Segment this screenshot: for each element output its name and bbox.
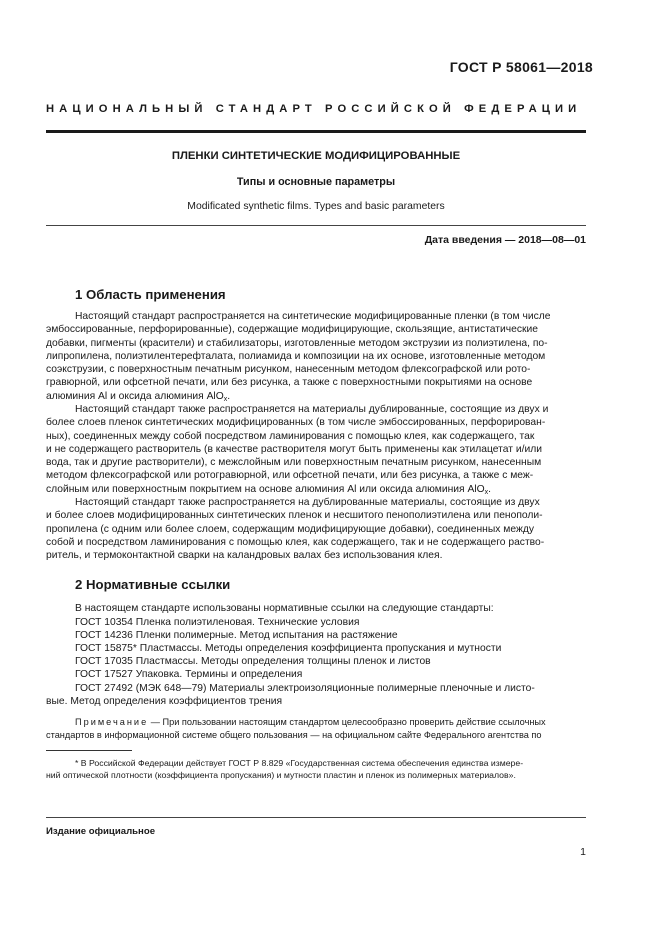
text-line: Настоящий стандарт также распространяется на дублированные материалы, состоящие из двух — [75, 497, 540, 508]
reference-item: ГОСТ 14236 Пленки полимерные. Метод испытания на растяжение — [75, 630, 398, 641]
references-intro: В настоящем стандарте использованы нормативные ссылки на следующие стандарты: — [75, 603, 494, 614]
section-1-paragraph-2 — [46, 403, 583, 496]
document-title: ПЛЕНКИ СИНТЕТИЧЕСКИЕ МОДИФИЦИРОВАННЫЕ — [171, 150, 461, 162]
text-line: пропилена (с одним или более слоем, содержащим модифицирующие добавки), соединенных между — [46, 523, 535, 535]
page-number: 1 — [580, 846, 586, 858]
reference-item: ГОСТ 17527 Упаковка. Термины и определения — [75, 669, 303, 680]
text-line: и не содержащего растворитель (в качестве растворителя могут быть применены как этилацетат и/или — [46, 443, 542, 455]
text-line: и более слоев модифицированных синтетических пленок и несшитого пенополиэтилена или пенополи- — [46, 510, 543, 522]
text-line: эмбоссированные, перфорированные), содержащие модифицирующие, скользящие, антистатические — [46, 324, 538, 336]
reference-item: ГОСТ 17035 Пластмассы. Методы определения толщины пленок и листов — [75, 656, 431, 667]
text-line: ных), соединенных между собой посредством ламинирования с помощью клея, как содержащего, так — [46, 430, 535, 442]
text-line — [46, 390, 583, 403]
text-line: более слоев пленок синтетических модифицированных (в том числе эмбоссированных, перфорирован- — [46, 417, 546, 429]
text-line: липропилена, полиэтилентерефталата, полиамида и композиции на их основе, изготовленные методом — [46, 350, 546, 362]
text-line: вода, так и другие растворители), с межслойным или поверхностным печатным рисунком, нанесенным — [46, 457, 542, 469]
period: . — [488, 483, 492, 495]
subscript: x — [223, 395, 228, 403]
note-text: — При пользовании настоящим стандартом целесообразно проверить действие ссылочных — [148, 717, 546, 727]
text-fragment: алюминия Al и оксида алюминия AlO — [46, 390, 224, 402]
text-line: методом флексографской или ротогравюрной, или офсетной печати, или без рисунка, а также с меж- — [46, 470, 534, 482]
footnote-line: * В Российской Федерации действует ГОСТ Р 8.829 «Государственная система обеспечения единства измере- — [75, 758, 524, 768]
text-line: ритель, и термоконтактной сварки на каландровых валах без использования клея. — [46, 550, 443, 562]
section-1-paragraph-1 — [46, 310, 583, 403]
reference-item: ГОСТ 10354 Пленка полиэтиленовая. Технические условия — [75, 617, 360, 628]
note — [75, 716, 583, 729]
text-fragment: слойным или поверхностным покрытием на основе алюминия Al или оксида алюминия AlO — [46, 483, 485, 495]
section-1-heading: 1 Область применения — [75, 287, 226, 302]
footer-rule — [46, 817, 586, 818]
footnote-rule — [46, 750, 132, 751]
text-line: собой и посредством ламинирования с помощью клея, как содержащего, так и не содержащего раство- — [46, 536, 545, 548]
text-line: гравюрной, или офсетной печати, или без рисунка, а также с поверхностными покрытиями на основе — [46, 377, 533, 389]
text-line: Настоящий стандарт также распространяется на материалы дублированные, состоящие из двух и — [75, 404, 549, 415]
text-line: Настоящий стандарт распространяется на синтетические модифицированные пленки (в том числе — [75, 311, 551, 322]
reference-item: ГОСТ 27492 (МЭК 648—79) Материалы электроизоляционные полимерные пленочные и листо- — [75, 683, 535, 694]
note-continuation: стандартов в информационной системе общего пользования — на официальном сайте Федерального агентства по — [46, 730, 542, 740]
text-line — [46, 483, 583, 496]
national-standard-banner: НАЦИОНАЛЬНЫЙ СТАНДАРТ РОССИЙСКОЙ ФЕДЕРАЦИИ — [46, 103, 582, 115]
subscript: x — [484, 488, 489, 496]
english-title: Modificated synthetic films. Types and basic parameters — [187, 201, 445, 212]
text-line: соэкструзии, с поверхностным печатным рисунком, нанесенным методом флексографской или рото- — [46, 364, 531, 376]
introduction-date: Дата введения — 2018—08—01 — [424, 234, 586, 246]
header-rule — [46, 130, 586, 133]
section-1-paragraph-3 — [46, 496, 583, 562]
note-label: Примечание — [75, 717, 149, 727]
official-edition-label: Издание официальное — [46, 826, 156, 837]
period: . — [227, 390, 231, 402]
reference-item-continuation: вые. Метод определения коэффициентов трения — [46, 696, 283, 707]
footnote-line: ний оптической плотности (коэффициента пропускания) и мутности пластин и пленок из полимерных материалов». — [46, 770, 516, 780]
document-subtitle: Типы и основные параметры — [236, 176, 396, 188]
section-2-heading: 2 Нормативные ссылки — [75, 577, 231, 592]
document-code: ГОСТ Р 58061—2018 — [449, 59, 593, 75]
reference-item: ГОСТ 15875* Пластмассы. Методы определения коэффициента пропускания и мутности — [75, 643, 502, 654]
title-rule — [46, 225, 586, 226]
text-line: добавки, пигменты (красители) и стабилизаторы, изготовленные методом экструзии из полиэтилена, по- — [46, 337, 548, 349]
